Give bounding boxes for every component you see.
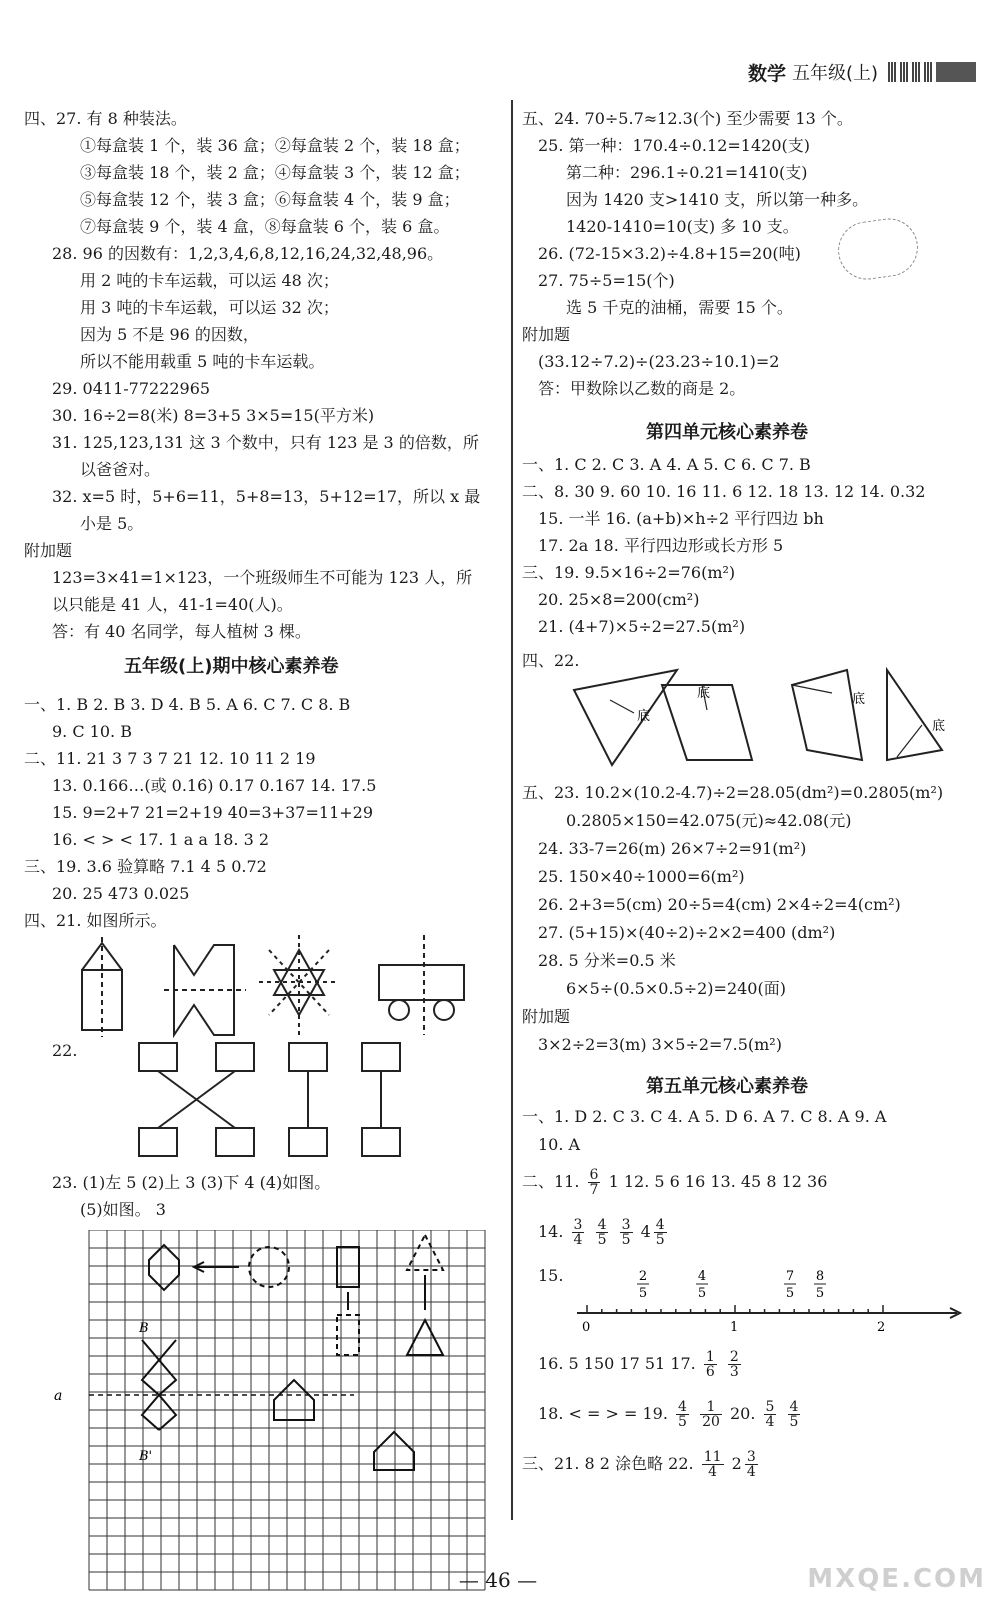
right-line: 15. 一半 16. (a+b)×h÷2 平行四边 bh — [538, 509, 824, 528]
left-line: ⑦每盒装 9 个，装 4 盒，⑧每盒装 6 个，装 6 盒。 — [80, 217, 450, 236]
left-line: 二、11. 21 3 7 3 7 21 12. 10 11 2 19 — [24, 749, 316, 768]
left-line: 以爸爸对。 — [80, 460, 161, 479]
left-line: 32. x=5 时，5+6=11，5+8=13，5+12=17，所以 x 最 — [52, 487, 481, 506]
left-line: 以只能是 41 人，41-1=40(人)。 — [52, 595, 293, 614]
left-line: ③每盒装 18 个，装 2 盒；④每盒装 3 个，装 12 盒； — [80, 163, 470, 182]
right-line: 二、8. 30 9. 60 10. 16 11. 6 12. 18 13. 12 14. 0.32 — [522, 482, 926, 501]
right-line: 五、24. 70÷5.7≈12.3(个) 至少需要 13 个。 — [522, 109, 853, 128]
hexagon-shape — [149, 1245, 179, 1290]
right-line: 25. 第一种：170.4÷0.12=1420(支) — [538, 136, 810, 155]
mark-4-5-num: 4 — [697, 1269, 707, 1284]
left-line: 小是 5。 — [80, 514, 144, 533]
left-line: ⑤每盒装 12 个，装 3 盒；⑥每盒装 4 个，装 9 盒； — [80, 190, 460, 209]
label-bprime: B' — [139, 1449, 153, 1464]
column-divider — [511, 100, 513, 1520]
label-b: B — [139, 1321, 149, 1336]
right-line: 附加题 — [522, 325, 571, 344]
label-base-4: 底 — [932, 719, 946, 734]
row-16: 16. 5 150 17 51 17. $\frac{1}{6}$ $\frac{2}{3}$ — [538, 1349, 739, 1380]
label-base-2: 底 — [697, 686, 711, 701]
right-line: 四、22. — [522, 651, 580, 670]
right-line: 28. 5 分米=0.5 米 — [538, 951, 676, 970]
right-line: 第二种：296.1÷0.21=1410(支) — [566, 163, 808, 182]
right-line: 1420-1410=10(支) 多 10 支。 — [566, 217, 799, 236]
row-14: 14. $\frac{3}{4}$ $\frac{4}{5}$ $\frac{3}{5}$ 4 $\frac{4}{5}$ — [538, 1217, 665, 1248]
tick-label-1: 1 — [730, 1320, 739, 1335]
row-11: 二、11. $\frac{6}{7}$ 1 12. 5 6 16 13. 45 8 12 36 — [522, 1167, 828, 1198]
tick-label-0: 0 — [582, 1320, 591, 1335]
left-line: 四、21. 如图所示。 — [24, 911, 167, 930]
row-18: 18. < = > = 19. $\frac{4}{5}$ $\frac{1}{20}$ 20. $\frac{5}{4}$ $\frac{4}{5}$ — [538, 1399, 799, 1430]
right-line: 附加题 — [522, 1007, 571, 1026]
left-line: 123=3×41=1×123，一个班级师生不可能为 123 人，所 — [52, 568, 473, 587]
right-line: 27. (5+15)×(40÷2)÷2×2=400 (dm²) — [538, 923, 836, 942]
page-number: — 46 — — [458, 1568, 538, 1592]
row-15: 15. — [538, 1266, 564, 1285]
grade-label: 五年级(上) — [791, 63, 878, 84]
right-line: 6×5÷(0.5×0.5÷2)=240(面) — [566, 979, 786, 998]
left-line: 用 3 吨的卡车运载，可以运 32 次； — [80, 298, 339, 317]
left-line: 23. (1)左 5 (2)上 3 (3)下 4 (4)如图。 — [52, 1173, 331, 1192]
right-line: 21. (4+7)×5÷2=27.5(m²) — [538, 617, 746, 636]
left-line: 用 2 吨的卡车运载，可以运 48 次； — [80, 271, 339, 290]
left-line: 15. 9=2+7 21=2+19 40=3+37=11+29 — [52, 803, 374, 822]
left-line: 一、1. B 2. B 3. D 4. B 5. A 6. C 7. C 8. B — [24, 695, 351, 714]
right-line: 3×2÷2=3(m) 3×5÷2=7.5(m²) — [538, 1035, 782, 1054]
svg-text:5: 5 — [815, 1286, 825, 1301]
right-line: 26. (72-15×3.2)÷4.8+15=20(吨) — [538, 244, 801, 263]
svg-text:5: 5 — [697, 1286, 707, 1301]
mark-2-5-num: 2 — [638, 1269, 648, 1284]
header-decoration — [888, 62, 976, 82]
number-line — [572, 1265, 972, 1335]
stamp — [834, 215, 921, 284]
right-line: 17. 2a 18. 平行四边形或长方形 5 — [538, 536, 784, 555]
left-line: 答：有 40 名同学，每人植树 3 棵。 — [52, 622, 311, 641]
left-line: 22. — [52, 1041, 78, 1060]
unit5-section-title: 第五单元核心素养卷 — [646, 1076, 808, 1097]
tick-label-2: 2 — [877, 1320, 886, 1335]
figure-22-connections — [134, 1038, 464, 1163]
right-line: 一、1. D 2. C 3. C 4. A 5. D 6. A 7. C 8. A 9. A — [522, 1107, 887, 1126]
left-line: 9. C 10. B — [52, 722, 132, 741]
label-base-3: 底 — [852, 692, 866, 707]
left-line: (5)如图。 3 — [80, 1200, 166, 1219]
right-line: 因为 1420 支>1410 支，所以第一种多。 — [566, 190, 869, 209]
right-line: 0.2805×150=42.075(元)≈42.08(元) — [566, 811, 852, 830]
figure-22-heights — [562, 665, 992, 775]
right-line: 答：甲数除以乙数的商是 2。 — [538, 379, 746, 398]
left-line: 30. 16÷2=8(米) 8=3+5 3×5=15(平方米) — [52, 406, 375, 425]
subject-label: 数学 — [747, 62, 786, 85]
left-line: 三、19. 3.6 验算略 7.1 4̇ 5̇ 0.72 — [24, 857, 267, 876]
right-line: 选 5 千克的油桶，需要 15 个。 — [566, 298, 793, 317]
left-line: 因为 5 不是 96 的因数， — [80, 325, 259, 344]
figure-21-symmetric-shapes — [74, 935, 494, 1045]
svg-text:5: 5 — [638, 1286, 648, 1301]
left-line: 附加题 — [24, 541, 73, 560]
left-line: 31. 125,123,131 这 3 个数中，只有 123 是 3 的倍数，所 — [52, 433, 479, 452]
mark-7-5-num: 7 — [785, 1269, 795, 1284]
right-line: 三、19. 9.5×16÷2=76(m²) — [522, 563, 736, 582]
right-line: 10. A — [538, 1135, 581, 1154]
right-line: 27. 75÷5=15(个) — [538, 271, 675, 290]
watermark: MXQE.COM — [807, 1564, 986, 1594]
left-line: 16. < > < 17. 1 a a 18. 3 2 — [52, 830, 270, 849]
svg-text:5: 5 — [785, 1286, 795, 1301]
right-line: 五、23. 10.2×(10.2-4.7)÷2=28.05(dm²)=0.2805(m²) — [522, 783, 944, 802]
mark-8-5-num: 8 — [815, 1269, 825, 1284]
midterm-section-title: 五年级(上)期中核心素养卷 — [124, 656, 339, 677]
label-a: a — [54, 1388, 63, 1404]
unit4-section-title: 第四单元核心素养卷 — [646, 422, 808, 443]
left-line: 四、27. 有 8 种装法。 — [24, 109, 187, 128]
left-line: 20. 25 473 0.025 — [52, 884, 190, 903]
right-line: 20. 25×8=200(cm²) — [538, 590, 700, 609]
left-line: ①每盒装 1 个，装 36 盒；②每盒装 2 个，装 18 盒； — [80, 136, 470, 155]
row-21: 三、21. 8 2 涂色略 22. $\frac{11}{4}$ 2 $\frac{3}{4}$ — [522, 1449, 756, 1480]
label-base-1: 底 — [637, 709, 651, 724]
left-line: 13. 0.166…(或 0.16̇) 0.17 0.167 14. 17.5 — [52, 776, 377, 795]
right-line: 一、1. C 2. C 3. A 4. A 5. C 6. C 7. B — [522, 455, 811, 474]
left-line: 所以不能用载重 5 吨的卡车运载。 — [80, 352, 325, 371]
figure-23-grid — [54, 1230, 504, 1600]
right-line: (33.12÷7.2)÷(23.23÷10.1)=2 — [538, 352, 780, 371]
left-line: 28. 96 的因数有：1,2,3,4,6,8,12,16,24,32,48,96。 — [52, 244, 444, 263]
left-line: 29. 0411-77222965 — [52, 379, 211, 398]
right-line: 25. 150×40÷1000=6(m²) — [538, 867, 745, 886]
right-line: 26. 2+3=5(cm) 20÷5=4(cm) 2×4÷2=4(cm²) — [538, 895, 901, 914]
right-line: 24. 33-7=26(m) 26×7÷2=91(m²) — [538, 839, 807, 858]
page-header — [748, 58, 976, 86]
